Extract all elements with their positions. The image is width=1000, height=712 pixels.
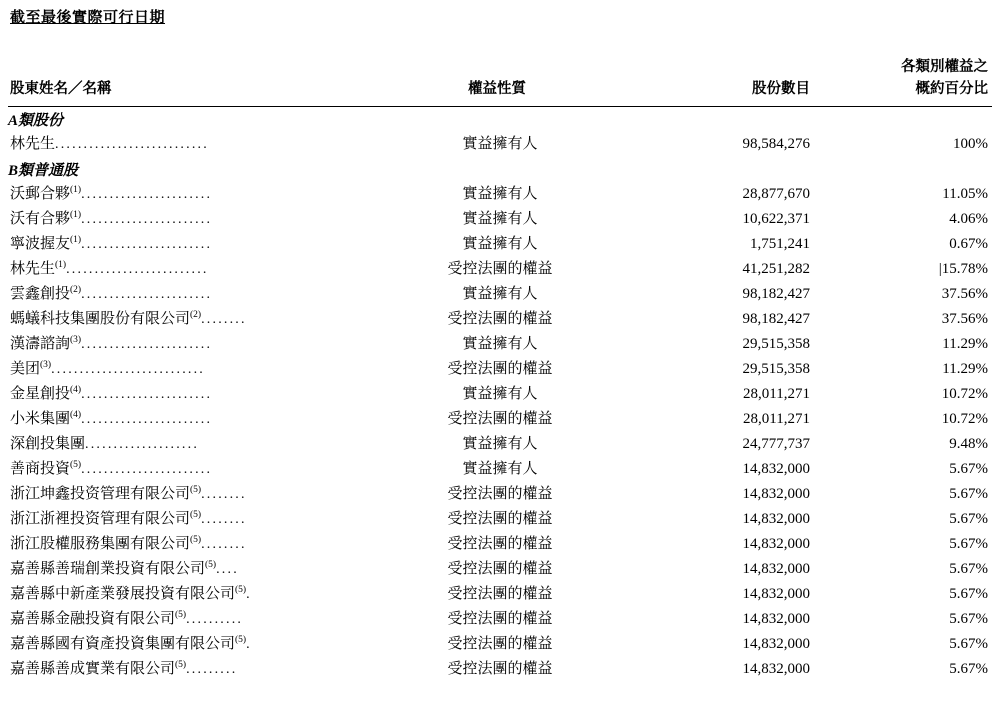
footnote-marker: (1) bbox=[70, 184, 82, 195]
nature-of-interest: 受控法團的權益 bbox=[447, 660, 553, 677]
leader-dots: ....................... bbox=[81, 336, 213, 352]
number-of-shares: 14,832,000 bbox=[742, 510, 810, 527]
leader-dots: ........................... bbox=[51, 361, 205, 377]
approximate-percentage: 11.05% bbox=[942, 185, 988, 202]
nature-of-interest: 受控法團的權益 bbox=[447, 360, 553, 377]
footnote-marker: (5) bbox=[190, 509, 202, 520]
footnote-marker: (3) bbox=[40, 359, 52, 370]
nature-of-interest: 受控法團的權益 bbox=[447, 310, 553, 327]
footnote-marker: (5) bbox=[175, 659, 187, 670]
table-row bbox=[8, 282, 992, 307]
shareholder-name-cell bbox=[8, 507, 386, 532]
number-of-shares: 29,515,358 bbox=[742, 360, 810, 377]
footnote-marker: (5) bbox=[235, 584, 247, 595]
nature-of-interest: 受控法團的權益 bbox=[447, 635, 553, 652]
shareholder-name: 雲鑫創投 bbox=[10, 285, 71, 302]
approximate-percentage: 5.67% bbox=[949, 610, 988, 627]
table-body bbox=[8, 106, 992, 682]
table-row bbox=[8, 407, 992, 432]
table-row bbox=[8, 357, 992, 382]
number-of-shares: 14,832,000 bbox=[742, 610, 810, 627]
number-of-shares: 28,877,670 bbox=[742, 185, 810, 202]
table-row bbox=[8, 482, 992, 507]
nature-of-interest: 受控法團的權益 bbox=[447, 485, 553, 502]
leader-dots: ........ bbox=[201, 311, 247, 327]
number-of-shares: 98,182,427 bbox=[742, 285, 810, 302]
approximate-percentage: 9.48% bbox=[949, 435, 988, 452]
leader-dots: ....................... bbox=[81, 386, 213, 402]
footnote-marker: (2) bbox=[190, 309, 202, 320]
shareholder-name-cell bbox=[8, 232, 386, 257]
leader-dots: .................... bbox=[85, 436, 200, 452]
footnote-marker: (5) bbox=[175, 609, 187, 620]
number-of-shares: 14,832,000 bbox=[742, 660, 810, 677]
leader-dots: ....................... bbox=[81, 211, 213, 227]
table-row bbox=[8, 582, 992, 607]
table-row bbox=[8, 657, 992, 682]
approximate-percentage: 5.67% bbox=[949, 485, 988, 502]
number-of-shares: 1,751,241 bbox=[750, 235, 810, 252]
number-of-shares: 98,584,276 bbox=[742, 135, 810, 152]
table-row bbox=[8, 557, 992, 582]
approximate-percentage: 0.67% bbox=[949, 235, 988, 252]
footnote-marker: (5) bbox=[190, 534, 202, 545]
shareholder-name-cell bbox=[8, 382, 386, 407]
shareholders-table bbox=[8, 57, 992, 682]
number-of-shares: 28,011,271 bbox=[743, 410, 810, 427]
table-header bbox=[8, 57, 992, 106]
table-row bbox=[8, 307, 992, 332]
footnote-marker: (5) bbox=[235, 634, 247, 645]
leader-dots: . bbox=[246, 636, 252, 652]
table-row bbox=[8, 132, 992, 157]
footnote-marker: (1) bbox=[70, 234, 82, 245]
leader-dots: ........................... bbox=[55, 136, 209, 152]
nature-of-interest: 實益擁有人 bbox=[462, 135, 538, 152]
shareholder-name-cell bbox=[8, 132, 386, 157]
table-row bbox=[8, 457, 992, 482]
table-row bbox=[8, 507, 992, 532]
approximate-percentage: 4.06% bbox=[949, 210, 988, 227]
leader-dots: ......... bbox=[186, 661, 238, 677]
shareholder-name-cell bbox=[8, 207, 386, 232]
shareholder-name: 深創投集團 bbox=[10, 435, 86, 452]
footnote-marker: (5) bbox=[70, 459, 82, 470]
nature-of-interest: 受控法團的權益 bbox=[447, 260, 553, 277]
leader-dots: ....................... bbox=[81, 236, 213, 252]
nature-of-interest: 實益擁有人 bbox=[462, 210, 538, 227]
nature-of-interest: 實益擁有人 bbox=[462, 335, 538, 352]
approximate-percentage: 10.72% bbox=[941, 410, 988, 427]
table-row bbox=[8, 532, 992, 557]
shareholder-name-cell bbox=[8, 332, 386, 357]
leader-dots: ........ bbox=[201, 511, 247, 527]
approximate-percentage: 11.29% bbox=[942, 335, 988, 352]
nature-of-interest: 實益擁有人 bbox=[462, 385, 538, 402]
shareholder-name-cell bbox=[8, 632, 386, 657]
approximate-percentage: 5.67% bbox=[949, 510, 988, 527]
shareholder-name: 林先生 bbox=[10, 260, 56, 277]
page-title: 截至最後實際可行日期 bbox=[10, 9, 166, 26]
section-title: B類普通股 bbox=[8, 162, 79, 179]
column-header-percentage-line2: 概約百分比 bbox=[915, 80, 988, 97]
shareholder-name-cell bbox=[8, 657, 386, 682]
table-row bbox=[8, 432, 992, 457]
number-of-shares: 28,011,271 bbox=[743, 385, 810, 402]
shareholder-name-cell bbox=[8, 432, 386, 457]
nature-of-interest: 受控法團的權益 bbox=[447, 510, 553, 527]
number-of-shares: 14,832,000 bbox=[742, 535, 810, 552]
footnote-marker: (1) bbox=[70, 209, 82, 220]
table-row bbox=[8, 182, 992, 207]
shareholder-name: 嘉善縣善成實業有限公司 bbox=[10, 660, 176, 677]
nature-of-interest: 受控法團的權益 bbox=[447, 535, 553, 552]
footnote-marker: (4) bbox=[70, 409, 82, 420]
table-row bbox=[8, 607, 992, 632]
leader-dots: ....................... bbox=[81, 186, 213, 202]
number-of-shares: 14,832,000 bbox=[742, 485, 810, 502]
shareholder-name-cell bbox=[8, 182, 386, 207]
shareholder-name: 螞蟻科技集團股份有限公司 bbox=[10, 310, 191, 327]
shareholder-name: 金星創投 bbox=[10, 385, 71, 402]
shareholder-name-cell bbox=[8, 532, 386, 557]
number-of-shares: 98,182,427 bbox=[742, 310, 810, 327]
leader-dots: ....................... bbox=[81, 411, 213, 427]
leader-dots: ....................... bbox=[81, 461, 213, 477]
shareholder-name: 嘉善縣金融投資有限公司 bbox=[10, 610, 176, 627]
nature-of-interest: 實益擁有人 bbox=[462, 460, 538, 477]
number-of-shares: 41,251,282 bbox=[742, 260, 810, 277]
section-title: A類股份 bbox=[8, 112, 64, 129]
leader-dots: ........ bbox=[201, 486, 247, 502]
footnote-marker: (5) bbox=[190, 484, 202, 495]
leader-dots: ....................... bbox=[81, 286, 213, 302]
nature-of-interest: 受控法團的權益 bbox=[447, 410, 553, 427]
table-row bbox=[8, 382, 992, 407]
leader-dots: . bbox=[246, 586, 252, 602]
approximate-percentage: 37.56% bbox=[941, 285, 988, 302]
shareholder-name: 小米集團 bbox=[10, 410, 71, 427]
shareholder-name-cell bbox=[8, 582, 386, 607]
approximate-percentage: 5.67% bbox=[949, 660, 988, 677]
number-of-shares: 14,832,000 bbox=[742, 560, 810, 577]
table-row bbox=[8, 207, 992, 232]
approximate-percentage: 37.56% bbox=[941, 310, 988, 327]
approximate-percentage: 5.67% bbox=[949, 460, 988, 477]
number-of-shares: 29,515,358 bbox=[742, 335, 810, 352]
table-section-header bbox=[8, 157, 992, 182]
leader-dots: .... bbox=[216, 561, 239, 577]
nature-of-interest: 受控法團的權益 bbox=[447, 585, 553, 602]
leader-dots: ........ bbox=[201, 536, 247, 552]
shareholder-name: 沃郵合夥 bbox=[10, 185, 71, 202]
footnote-marker: (2) bbox=[70, 284, 82, 295]
shareholder-name: 嘉善縣國有資產投資集團有限公司 bbox=[10, 635, 236, 652]
approximate-percentage: |15.78% bbox=[938, 260, 988, 277]
footnote-marker: (5) bbox=[205, 559, 217, 570]
number-of-shares: 10,622,371 bbox=[742, 210, 810, 227]
number-of-shares: 14,832,000 bbox=[742, 585, 810, 602]
column-header-percentage bbox=[824, 57, 992, 106]
shareholder-name: 沃有合夥 bbox=[10, 210, 71, 227]
column-header-shares: 股份數目 bbox=[614, 57, 824, 106]
shareholder-name: 浙江股權服務集團有限公司 bbox=[10, 535, 191, 552]
nature-of-interest: 受控法團的權益 bbox=[447, 610, 553, 627]
shareholder-name: 林先生 bbox=[10, 135, 56, 152]
nature-of-interest: 實益擁有人 bbox=[462, 185, 538, 202]
approximate-percentage: 5.67% bbox=[949, 585, 988, 602]
footnote-marker: (1) bbox=[55, 259, 67, 270]
shareholder-name-cell bbox=[8, 357, 386, 382]
nature-of-interest: 實益擁有人 bbox=[462, 285, 538, 302]
shareholder-name: 浙江浙裡投资管理有限公司 bbox=[10, 510, 191, 527]
shareholder-name: 嘉善縣善瑞創業投資有限公司 bbox=[10, 560, 206, 577]
footnote-marker: (3) bbox=[70, 334, 82, 345]
table-row bbox=[8, 257, 992, 282]
shareholder-name: 嘉善縣中新產業發展投資有限公司 bbox=[10, 585, 236, 602]
approximate-percentage: 10.72% bbox=[941, 385, 988, 402]
table-row bbox=[8, 332, 992, 357]
column-header-name: 股東姓名／名稱 bbox=[8, 57, 386, 106]
shareholder-name-cell bbox=[8, 282, 386, 307]
table-row bbox=[8, 632, 992, 657]
shareholder-name-cell bbox=[8, 557, 386, 582]
table-row bbox=[8, 232, 992, 257]
shareholder-name: 漢濤諮詢 bbox=[10, 335, 71, 352]
shareholder-name: 浙江坤鑫投资管理有限公司 bbox=[10, 485, 191, 502]
leader-dots: .......... bbox=[186, 611, 244, 627]
leader-dots: ......................... bbox=[66, 261, 209, 277]
nature-of-interest: 實益擁有人 bbox=[462, 235, 538, 252]
approximate-percentage: 5.67% bbox=[949, 635, 988, 652]
number-of-shares: 24,777,737 bbox=[742, 435, 810, 452]
approximate-percentage: 5.67% bbox=[949, 560, 988, 577]
shareholder-name-cell bbox=[8, 407, 386, 432]
approximate-percentage: 11.29% bbox=[942, 360, 988, 377]
shareholder-name-cell bbox=[8, 607, 386, 632]
column-header-nature: 權益性質 bbox=[386, 57, 614, 106]
shareholder-name-cell bbox=[8, 257, 386, 282]
column-header-percentage-line1: 各類別權益之 bbox=[901, 59, 988, 75]
footnote-marker: (4) bbox=[70, 384, 82, 395]
table-section-header bbox=[8, 106, 992, 132]
shareholder-name: 美团 bbox=[10, 360, 41, 377]
shareholder-name-cell bbox=[8, 482, 386, 507]
nature-of-interest: 受控法團的權益 bbox=[447, 560, 553, 577]
number-of-shares: 14,832,000 bbox=[742, 635, 810, 652]
nature-of-interest: 實益擁有人 bbox=[462, 435, 538, 452]
shareholder-name: 寧波握友 bbox=[10, 235, 71, 252]
approximate-percentage: 100% bbox=[953, 135, 988, 152]
shareholder-name-cell bbox=[8, 307, 386, 332]
approximate-percentage: 5.67% bbox=[949, 535, 988, 552]
shareholder-name-cell bbox=[8, 457, 386, 482]
number-of-shares: 14,832,000 bbox=[742, 460, 810, 477]
shareholder-name: 善商投資 bbox=[10, 460, 71, 477]
